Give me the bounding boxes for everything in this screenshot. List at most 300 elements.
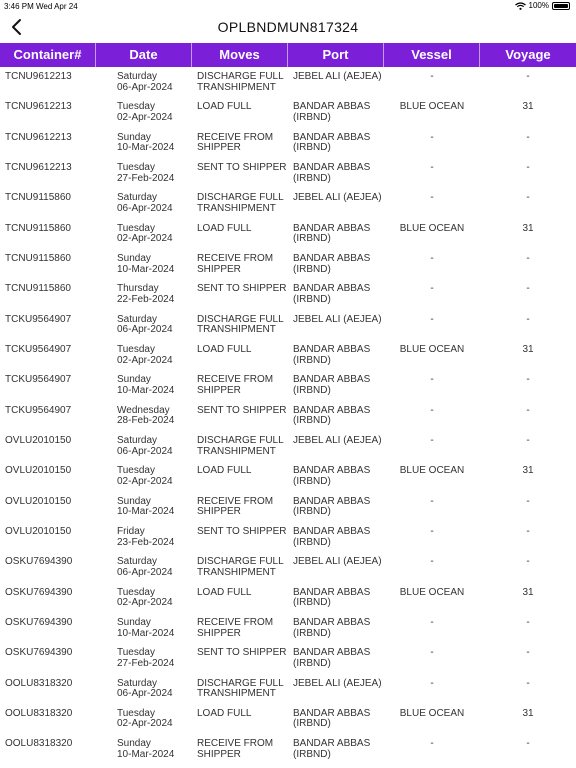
port-cell-line: BANDAR ABBAS: [293, 586, 371, 598]
vessel-cell-line: -: [430, 434, 434, 446]
moves-cell: [192, 158, 288, 188]
vessel-cell-line: -: [430, 677, 434, 689]
voyage-cell: [480, 219, 576, 249]
vessel-cell-line: -: [430, 374, 434, 386]
date-cell: [96, 492, 192, 522]
moves-cell-line: TRANSHIPMENT: [197, 324, 276, 336]
moves-cell: [192, 219, 288, 249]
vessel-cell-line: -: [430, 616, 434, 628]
voyage-cell: [480, 522, 576, 552]
table-row[interactable]: [0, 704, 576, 734]
date-cell-line: Tuesday: [117, 343, 155, 355]
port-cell-line: (IRBND): [293, 597, 331, 609]
date-cell-line: Tuesday: [117, 707, 155, 719]
port-cell-line: BANDAR ABBAS: [293, 707, 371, 719]
port-cell-line: (IRBND): [293, 627, 331, 639]
port-cell: [288, 613, 384, 643]
column-header[interactable]: Date: [96, 43, 192, 67]
voyage-cell-line: -: [526, 192, 530, 204]
voyage-cell-line: -: [526, 374, 530, 386]
date-cell-line: 10-Mar-2024: [117, 748, 175, 760]
date-cell: [96, 128, 192, 158]
port-cell: [288, 643, 384, 673]
table-header: [0, 43, 576, 67]
vessel-cell-line: -: [430, 71, 434, 82]
port-cell: [288, 492, 384, 522]
date-cell-line: 06-Apr-2024: [117, 688, 173, 700]
port-cell: [288, 219, 384, 249]
table-row[interactable]: [0, 674, 576, 704]
container-cell-line: TCNU9612213: [5, 161, 72, 173]
port-cell-line: BANDAR ABBAS: [293, 616, 371, 628]
voyage-cell: [480, 67, 576, 97]
date-cell-line: 22-Feb-2024: [117, 293, 175, 305]
moves-cell: [192, 643, 288, 673]
container-cell-line: TCNU9612213: [5, 101, 72, 113]
voyage-cell-line: -: [526, 161, 530, 173]
voyage-cell: [480, 249, 576, 279]
container-cell: [0, 219, 96, 249]
container-cell-line: OVLU2010150: [5, 495, 72, 507]
container-cell-line: OOLU8318320: [5, 677, 73, 689]
date-cell-line: 10-Mar-2024: [117, 627, 175, 639]
moves-cell-line: TRANSHIPMENT: [197, 566, 276, 578]
voyage-cell: [480, 188, 576, 218]
port-cell-line: JEBEL ALI (AEJEA): [293, 313, 382, 325]
moves-cell: [192, 67, 288, 97]
container-cell: [0, 249, 96, 279]
container-cell-line: OSKU7694390: [5, 647, 73, 659]
date-cell-line: 23-Feb-2024: [117, 536, 175, 548]
status-bar: [0, 0, 576, 12]
voyage-cell: [480, 128, 576, 158]
voyage-cell: [480, 310, 576, 340]
port-cell-line: BANDAR ABBAS: [293, 131, 371, 143]
date-cell-line: Sunday: [117, 252, 151, 264]
port-cell-line: (IRBND): [293, 263, 331, 275]
table-row[interactable]: [0, 583, 576, 613]
date-cell: [96, 734, 192, 764]
moves-cell: [192, 674, 288, 704]
moves-cell: [192, 704, 288, 734]
table-row[interactable]: [0, 431, 576, 461]
container-cell: [0, 97, 96, 127]
port-cell-line: (IRBND): [293, 536, 331, 548]
voyage-cell: [480, 370, 576, 400]
voyage-cell-line: 31: [522, 465, 534, 477]
table-row[interactable]: [0, 67, 576, 97]
moves-cell-line: SHIPPER: [197, 263, 241, 275]
container-cell: [0, 188, 96, 218]
container-cell-line: TCNU9115860: [5, 192, 71, 204]
date-cell-line: Friday: [117, 525, 145, 537]
container-cell: [0, 552, 96, 582]
container-cell-line: OVLU2010150: [5, 525, 72, 537]
container-cell: [0, 492, 96, 522]
vessel-cell: [384, 279, 480, 309]
column-header[interactable]: Moves: [192, 43, 288, 67]
table-row[interactable]: [0, 97, 576, 127]
port-cell-line: BANDAR ABBAS: [293, 283, 371, 295]
container-cell: [0, 340, 96, 370]
column-header[interactable]: Port: [288, 43, 384, 67]
voyage-cell: [480, 401, 576, 431]
vessel-cell: [384, 583, 480, 613]
vessel-cell-line: BLUE OCEAN: [399, 465, 465, 477]
moves-cell: [192, 461, 288, 491]
moves-cell: [192, 249, 288, 279]
vessel-cell-line: -: [430, 404, 434, 416]
date-cell: [96, 461, 192, 491]
vessel-cell: [384, 704, 480, 734]
date-cell: [96, 310, 192, 340]
moves-cell-line: DISCHARGE FULL: [197, 434, 284, 446]
date-cell-line: Wednesday: [117, 404, 170, 416]
voyage-cell-line: -: [526, 525, 530, 537]
moves-cell-line: LOAD FULL: [197, 222, 252, 234]
table-row[interactable]: [0, 370, 576, 400]
container-cell-line: TCKU9564907: [5, 313, 72, 325]
container-cell-line: OOLU8318320: [5, 738, 73, 750]
date-cell: [96, 401, 192, 431]
date-cell-line: 06-Apr-2024: [117, 324, 173, 336]
port-cell-line: JEBEL ALI (AEJEA): [293, 677, 382, 689]
vessel-cell: [384, 734, 480, 764]
date-cell: [96, 431, 192, 461]
voyage-cell: [480, 704, 576, 734]
voyage-cell: [480, 643, 576, 673]
date-cell-line: Thursday: [117, 283, 159, 295]
voyage-cell: [480, 583, 576, 613]
table-row[interactable]: [0, 219, 576, 249]
vessel-cell-line: BLUE OCEAN: [399, 222, 465, 234]
moves-cell: [192, 128, 288, 158]
table-row[interactable]: [0, 461, 576, 491]
date-cell-line: 06-Apr-2024: [117, 566, 173, 578]
table-row[interactable]: [0, 340, 576, 370]
table-row[interactable]: [0, 249, 576, 279]
container-cell-line: OVLU2010150: [5, 465, 72, 477]
voyage-cell-line: -: [526, 556, 530, 568]
port-cell-line: (IRBND): [293, 718, 331, 730]
date-cell-line: 02-Apr-2024: [117, 111, 173, 123]
port-cell-line: (IRBND): [293, 415, 331, 427]
voyage-cell-line: 31: [522, 586, 534, 598]
date-cell: [96, 97, 192, 127]
container-cell: [0, 158, 96, 188]
port-cell-line: (IRBND): [293, 293, 331, 305]
date-cell-line: Sunday: [117, 616, 151, 628]
port-cell: [288, 370, 384, 400]
vessel-cell: [384, 310, 480, 340]
moves-cell-line: SHIPPER: [197, 506, 241, 518]
date-cell: [96, 219, 192, 249]
moves-cell-line: SHIPPER: [197, 142, 241, 154]
vessel-cell-line: BLUE OCEAN: [399, 101, 465, 113]
container-cell: [0, 674, 96, 704]
container-cell-line: TCKU9564907: [5, 404, 72, 416]
moves-cell: [192, 734, 288, 764]
voyage-cell: [480, 279, 576, 309]
moves-cell-line: SHIPPER: [197, 748, 241, 760]
vessel-cell-line: -: [430, 313, 434, 325]
status-date: Wed Apr 24: [36, 2, 78, 11]
port-cell-line: BANDAR ABBAS: [293, 738, 371, 750]
container-cell: [0, 522, 96, 552]
container-cell-line: OOLU8318320: [5, 707, 73, 719]
date-cell-line: 10-Mar-2024: [117, 263, 175, 275]
table-row[interactable]: [0, 522, 576, 552]
voyage-cell-line: 31: [522, 343, 534, 355]
port-cell-line: JEBEL ALI (AEJEA): [293, 192, 382, 204]
container-cell-line: TCNU9115860: [5, 222, 71, 234]
table-body: [0, 67, 576, 765]
nav-bar: [0, 12, 576, 42]
port-cell-line: BANDAR ABBAS: [293, 465, 371, 477]
port-cell-line: BANDAR ABBAS: [293, 252, 371, 264]
voyage-cell-line: 31: [522, 707, 534, 719]
container-cell-line: TCKU9564907: [5, 343, 72, 355]
moves-cell-line: SENT TO SHIPPER: [197, 404, 287, 416]
vessel-cell: [384, 674, 480, 704]
voyage-cell-line: -: [526, 313, 530, 325]
port-cell-line: JEBEL ALI (AEJEA): [293, 556, 382, 568]
wifi-icon: [515, 2, 526, 10]
table-row[interactable]: [0, 310, 576, 340]
container-cell-line: TCNU9612213: [5, 131, 72, 143]
table-row[interactable]: [0, 128, 576, 158]
vessel-cell-line: BLUE OCEAN: [399, 707, 465, 719]
vessel-cell: [384, 401, 480, 431]
date-cell-line: Saturday: [117, 313, 158, 325]
port-cell-line: BANDAR ABBAS: [293, 647, 371, 659]
voyage-cell: [480, 492, 576, 522]
port-cell: [288, 310, 384, 340]
voyage-cell: [480, 158, 576, 188]
table-row[interactable]: [0, 552, 576, 582]
vessel-cell-line: -: [430, 647, 434, 659]
battery-icon: [552, 2, 570, 10]
container-cell-line: OSKU7694390: [5, 586, 73, 598]
column-header[interactable]: Voyage: [505, 47, 551, 62]
date-cell: [96, 552, 192, 582]
port-cell: [288, 552, 384, 582]
vessel-cell-line: -: [430, 495, 434, 507]
port-cell-line: BANDAR ABBAS: [293, 343, 371, 355]
container-cell-line: TCNU9612213: [5, 71, 72, 82]
moves-cell: [192, 188, 288, 218]
date-cell: [96, 249, 192, 279]
vessel-cell: [384, 249, 480, 279]
date-cell: [96, 340, 192, 370]
vessel-cell: [384, 552, 480, 582]
date-cell-line: 10-Mar-2024: [117, 384, 175, 396]
moves-cell-line: LOAD FULL: [197, 465, 252, 477]
port-cell: [288, 249, 384, 279]
column-header[interactable]: Container#: [0, 43, 96, 67]
table-row[interactable]: [0, 492, 576, 522]
date-cell-line: 02-Apr-2024: [117, 354, 173, 366]
vessel-cell-line: -: [430, 556, 434, 568]
port-cell-line: BANDAR ABBAS: [293, 374, 371, 386]
moves-cell-line: RECEIVE FROM: [197, 616, 274, 628]
container-cell-line: OSKU7694390: [5, 616, 73, 628]
date-cell-line: Saturday: [117, 71, 158, 82]
voyage-cell: [480, 613, 576, 643]
vessel-cell: [384, 158, 480, 188]
container-cell-line: TCNU9115860: [5, 283, 71, 295]
vessel-cell-line: -: [430, 161, 434, 173]
date-cell-line: 06-Apr-2024: [117, 445, 173, 457]
date-cell: [96, 522, 192, 552]
moves-cell: [192, 583, 288, 613]
date-cell-line: 10-Mar-2024: [117, 142, 175, 154]
port-cell-line: (IRBND): [293, 354, 331, 366]
port-cell: [288, 461, 384, 491]
container-cell: [0, 310, 96, 340]
container-cell: [0, 461, 96, 491]
moves-cell: [192, 431, 288, 461]
vessel-cell-line: -: [430, 738, 434, 750]
container-cell: [0, 704, 96, 734]
date-cell: [96, 643, 192, 673]
port-cell-line: JEBEL ALI (AEJEA): [293, 434, 382, 446]
date-cell-line: Sunday: [117, 131, 151, 143]
port-cell-line: (IRBND): [293, 506, 331, 518]
date-cell-line: 27-Feb-2024: [117, 172, 175, 184]
port-cell-line: BANDAR ABBAS: [293, 404, 371, 416]
container-cell: [0, 431, 96, 461]
port-cell-line: BANDAR ABBAS: [293, 525, 371, 537]
voyage-cell: [480, 734, 576, 764]
voyage-cell-line: -: [526, 495, 530, 507]
date-cell-line: 06-Apr-2024: [117, 81, 173, 93]
date-cell-line: Tuesday: [117, 647, 155, 659]
date-cell-line: Sunday: [117, 738, 151, 750]
port-cell-line: (IRBND): [293, 172, 331, 184]
table-row[interactable]: [0, 188, 576, 218]
voyage-cell-line: -: [526, 616, 530, 628]
port-cell-line: (IRBND): [293, 748, 331, 760]
voyage-cell-line: -: [526, 677, 530, 689]
table-row[interactable]: [0, 279, 576, 309]
vessel-cell-line: -: [430, 192, 434, 204]
vessel-cell: [384, 340, 480, 370]
vessel-cell: [384, 522, 480, 552]
date-cell: [96, 370, 192, 400]
port-cell-line: BANDAR ABBAS: [293, 101, 371, 113]
container-cell-line: TCKU9564907: [5, 374, 72, 386]
date-cell-line: Saturday: [117, 556, 158, 568]
moves-cell-line: SHIPPER: [197, 384, 241, 396]
date-cell-line: Saturday: [117, 434, 158, 446]
date-cell-line: 06-Apr-2024: [117, 202, 173, 214]
date-cell-line: Tuesday: [117, 586, 155, 598]
moves-cell-line: DISCHARGE FULL: [197, 313, 284, 325]
moves-cell: [192, 492, 288, 522]
moves-cell-line: DISCHARGE FULL: [197, 677, 284, 689]
port-cell: [288, 158, 384, 188]
vessel-cell-line: -: [430, 131, 434, 143]
voyage-cell: [480, 461, 576, 491]
moves-cell-line: DISCHARGE FULL: [197, 71, 284, 82]
container-cell: [0, 643, 96, 673]
date-cell-line: Sunday: [117, 374, 151, 386]
voyage-cell: [480, 552, 576, 582]
port-cell: [288, 431, 384, 461]
date-cell: [96, 67, 192, 97]
date-cell-line: Saturday: [117, 677, 158, 689]
port-cell: [288, 340, 384, 370]
vessel-cell-line: -: [430, 525, 434, 537]
port-cell-line: (IRBND): [293, 475, 331, 487]
vessel-cell-line: -: [430, 252, 434, 264]
moves-cell-line: TRANSHIPMENT: [197, 81, 276, 93]
vessel-cell: [384, 370, 480, 400]
voyage-cell: [480, 674, 576, 704]
port-cell-line: (IRBND): [293, 384, 331, 396]
vessel-cell: [384, 492, 480, 522]
port-cell-line: JEBEL ALI (AEJEA): [293, 71, 382, 82]
port-cell: [288, 522, 384, 552]
port-cell: [288, 188, 384, 218]
moves-cell: [192, 613, 288, 643]
moves-cell-line: RECEIVE FROM: [197, 252, 274, 264]
voyage-cell: [480, 97, 576, 127]
container-cell: [0, 734, 96, 764]
container-cell-line: OVLU2010150: [5, 434, 72, 446]
container-cell: [0, 583, 96, 613]
moves-cell-line: SENT TO SHIPPER: [197, 647, 287, 659]
moves-cell-line: RECEIVE FROM: [197, 374, 274, 386]
table-row[interactable]: [0, 643, 576, 673]
container-cell-line: OSKU7694390: [5, 556, 73, 568]
date-cell-line: Tuesday: [117, 101, 155, 113]
moves-cell-line: RECEIVE FROM: [197, 495, 274, 507]
vessel-cell-line: BLUE OCEAN: [399, 586, 465, 598]
container-cell: [0, 128, 96, 158]
vessel-cell: [384, 188, 480, 218]
voyage-cell-line: 31: [522, 101, 534, 113]
moves-cell-line: SENT TO SHIPPER: [197, 283, 287, 295]
voyage-cell-line: -: [526, 131, 530, 143]
port-cell: [288, 67, 384, 97]
moves-cell-line: RECEIVE FROM: [197, 131, 274, 143]
date-cell: [96, 674, 192, 704]
container-cell-line: TCNU9115860: [5, 252, 71, 264]
table-row[interactable]: [0, 613, 576, 643]
moves-cell: [192, 370, 288, 400]
moves-cell-line: DISCHARGE FULL: [197, 556, 284, 568]
date-cell-line: 02-Apr-2024: [117, 233, 173, 245]
column-header[interactable]: Vessel: [384, 43, 480, 67]
date-cell-line: 10-Mar-2024: [117, 506, 175, 518]
container-cell: [0, 401, 96, 431]
port-cell: [288, 97, 384, 127]
port-cell: [288, 704, 384, 734]
voyage-cell-line: -: [526, 252, 530, 264]
port-cell-line: (IRBND): [293, 657, 331, 669]
table-row[interactable]: [0, 158, 576, 188]
moves-cell-line: TRANSHIPMENT: [197, 445, 276, 457]
voyage-cell-line: -: [526, 71, 530, 82]
vessel-cell: [384, 97, 480, 127]
table-row[interactable]: [0, 401, 576, 431]
date-cell-line: Saturday: [117, 192, 158, 204]
voyage-cell: [480, 340, 576, 370]
port-cell: [288, 583, 384, 613]
table-row[interactable]: [0, 734, 576, 764]
